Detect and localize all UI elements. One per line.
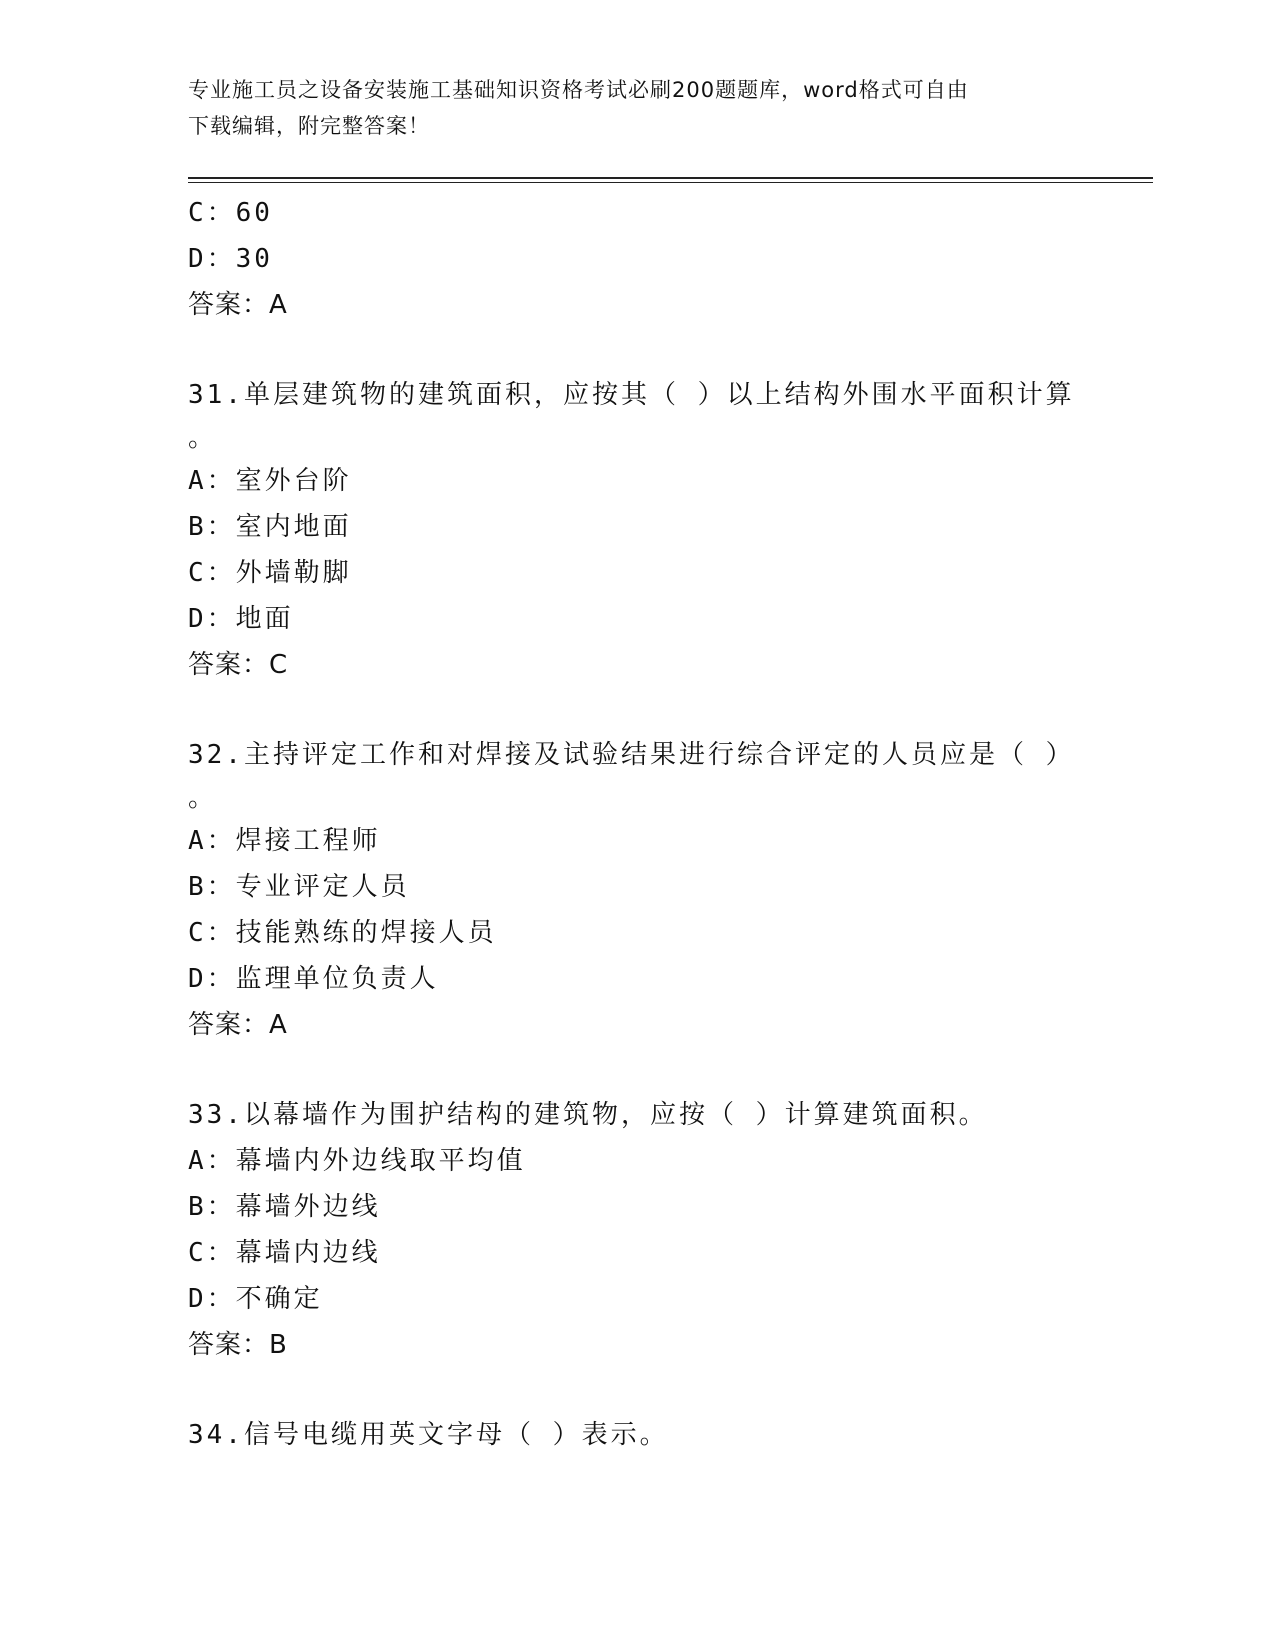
question-stem-continuation: 。 bbox=[188, 423, 218, 453]
option-b: B：幕墙外边线 bbox=[188, 1192, 381, 1222]
question-stem: 33.以幕墙作为围护结构的建筑物，应按（ ）计算建筑面积。 bbox=[188, 1100, 988, 1130]
header-rule-thick bbox=[188, 177, 1153, 179]
question-33 bbox=[188, 1092, 1088, 1368]
option-d: D：不确定 bbox=[188, 1284, 323, 1314]
option-b: B：室内地面 bbox=[188, 512, 352, 542]
option-c: C：幕墙内边线 bbox=[188, 1238, 381, 1268]
question-list bbox=[188, 190, 1088, 1458]
header-line-1: 专业施工员之设备安装施工基础知识资格考试必刷200题题库，word格式可自由 bbox=[188, 78, 969, 102]
question-stem: 34.信号电缆用英文字母（ ）表示。 bbox=[188, 1420, 669, 1450]
answer-line: 答案：B bbox=[188, 1330, 288, 1360]
option-c: C：60 bbox=[188, 198, 273, 228]
question-31 bbox=[188, 372, 1088, 688]
header-line-2: 下载编辑，附完整答案！ bbox=[188, 114, 430, 138]
option-c: C：技能熟练的焊接人员 bbox=[188, 918, 497, 948]
answer-line: 答案：A bbox=[188, 1010, 288, 1040]
document-header bbox=[188, 72, 1068, 144]
option-a: A：室外台阶 bbox=[188, 466, 352, 496]
option-c: C：外墙勒脚 bbox=[188, 558, 352, 588]
question-32 bbox=[188, 732, 1088, 1048]
question-stem: 31.单层建筑物的建筑面积，应按其（ ）以上结构外围水平面积计算 bbox=[188, 380, 1075, 410]
previous-question-tail bbox=[188, 190, 1088, 328]
option-d: D：30 bbox=[188, 244, 273, 274]
option-b: B：专业评定人员 bbox=[188, 872, 410, 902]
answer-line: 答案：C bbox=[188, 650, 289, 680]
question-stem-continuation: 。 bbox=[188, 783, 218, 813]
option-d: D：监理单位负责人 bbox=[188, 964, 439, 994]
question-34 bbox=[188, 1412, 1088, 1458]
option-d: D：地面 bbox=[188, 604, 294, 634]
answer-line: 答案：A bbox=[188, 290, 288, 320]
question-stem: 32.主持评定工作和对焊接及试验结果进行综合评定的人员应是（ ） bbox=[188, 740, 1075, 770]
option-a: A：幕墙内外边线取平均值 bbox=[188, 1146, 526, 1176]
header-rule-thin bbox=[188, 182, 1153, 183]
option-a: A：焊接工程师 bbox=[188, 826, 381, 856]
